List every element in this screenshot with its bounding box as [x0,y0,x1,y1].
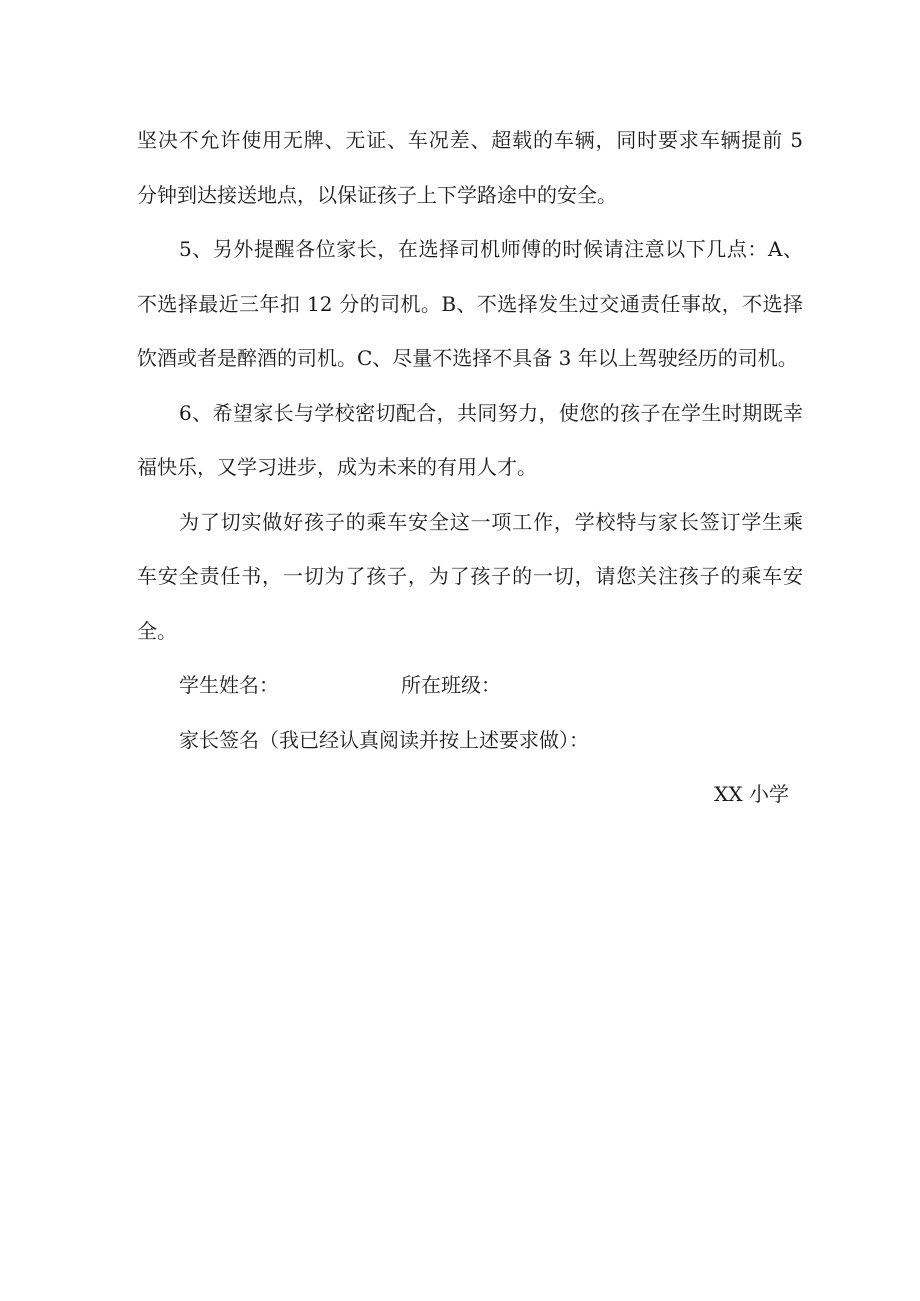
paragraph-line: 全。 [137,618,177,643]
paragraph-line: 分钟到达接送地点，以保证孩子上下学路途中的安全。 [137,182,617,207]
paragraph-line: 为了切实做好孩子的乘车安全这一项工作，学校特与家长签订学生乘 [179,509,803,534]
parent-signature-label: 家长签名（我已经认真阅读并按上述要求做）： [179,727,589,752]
paragraph-line: 不选择最近三年扣 12 分的司机。B、不选择发生过交通责任事故，不选择 [137,291,803,316]
paragraph-line: 坚决不允许使用无牌、无证、车况差、超载的车辆，同时要求车辆提前 5 [137,128,803,152]
paragraph-line: 饮酒或者是醉酒的司机。C、尽量不选择不具备 3 年以上驾驶经历的司机。 [137,346,798,370]
student-name-label: 学生姓名： [179,673,279,697]
document-body [137,122,803,831]
paragraph-line: 车安全责任书，一切为了孩子，为了孩子的一切，请您关注孩子的乘车安 [137,564,803,588]
class-label: 所在班级： [401,673,501,697]
school-name: XX 小学 [714,782,789,806]
paragraph-line: 福快乐，又学习进步，成为未来的有用人才。 [137,455,537,479]
paragraph-line: 6、希望家长与学校密切配合，共同努力，使您的孩子在学生时期既幸 [179,400,803,425]
signature-row [137,667,803,704]
paragraph-line: 5、另外提醒各位家长，在选择司机师傅的时候请注意以下几点：A、 [179,237,803,261]
